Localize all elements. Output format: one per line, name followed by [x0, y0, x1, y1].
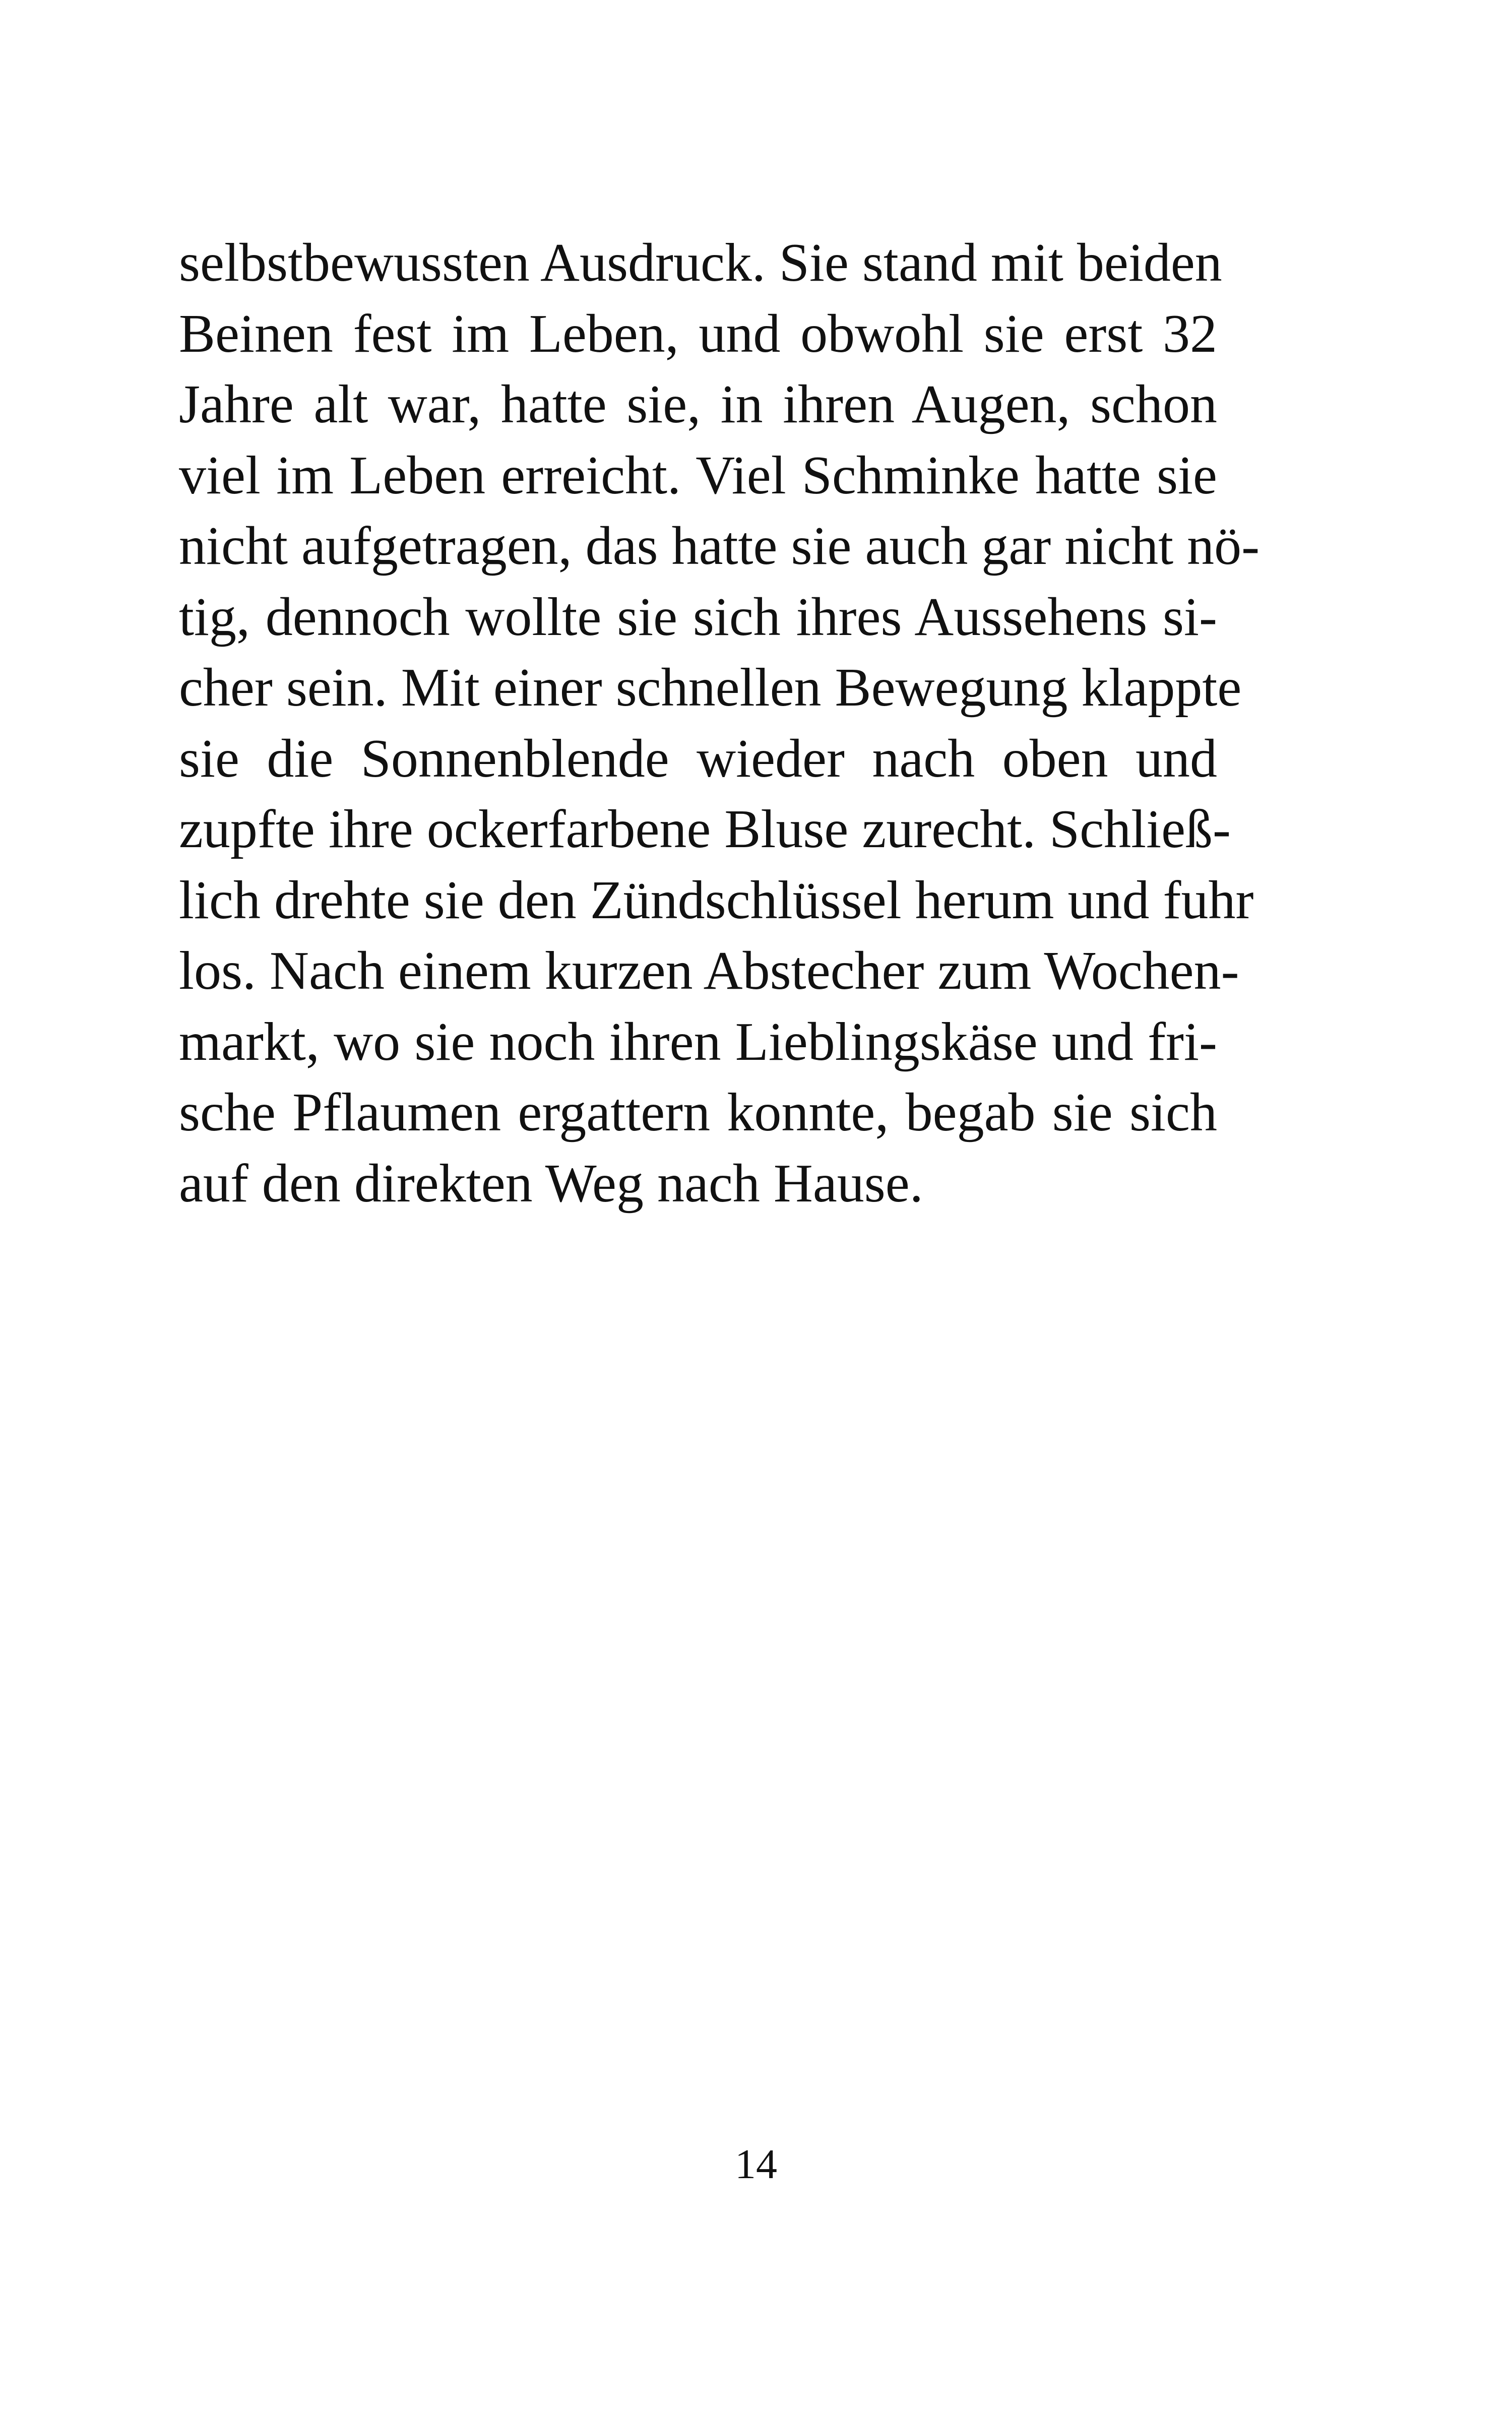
body-paragraph [179, 228, 1260, 1219]
text-line: viel im Leben erreicht. Viel Schminke hatte sie [179, 445, 1217, 505]
text-line: markt, wo sie noch ihren Lieblingskäse und fri- [179, 1011, 1217, 1072]
text-line: selbstbewussten Ausdruck. Sie stand mit beiden [179, 233, 1222, 293]
text-line: sie die Sonnenblende wieder nach oben und [179, 728, 1217, 789]
text-line: tig, dennoch wollte sie sich ihres Aussehens si- [179, 587, 1217, 647]
text-line: zupfte ihre ockerfarbene Bluse zurecht. Schließ- [179, 799, 1231, 859]
text-line: nicht aufgetragen, das hatte sie auch gar nicht nö- [179, 516, 1260, 576]
text-line: Jahre alt war, hatte sie, in ihren Augen, schon [179, 374, 1217, 434]
text-line: lich drehte sie den Zündschlüssel herum und fuhr [179, 870, 1254, 930]
page-number: 14 [735, 2141, 777, 2188]
text-line: los. Nach einem kurzen Abstecher zum Wochen- [179, 941, 1239, 1001]
text-line: sche Pflaumen ergattern konnte, begab sie sich [179, 1083, 1217, 1142]
text-line: cher sein. Mit einer schnellen Bewegung klappte [179, 658, 1242, 718]
text-line: Beinen fest im Leben, und obwohl sie erst 32 [179, 303, 1217, 364]
text-line-last: auf den direkten Weg nach Hause. [179, 1153, 923, 1214]
